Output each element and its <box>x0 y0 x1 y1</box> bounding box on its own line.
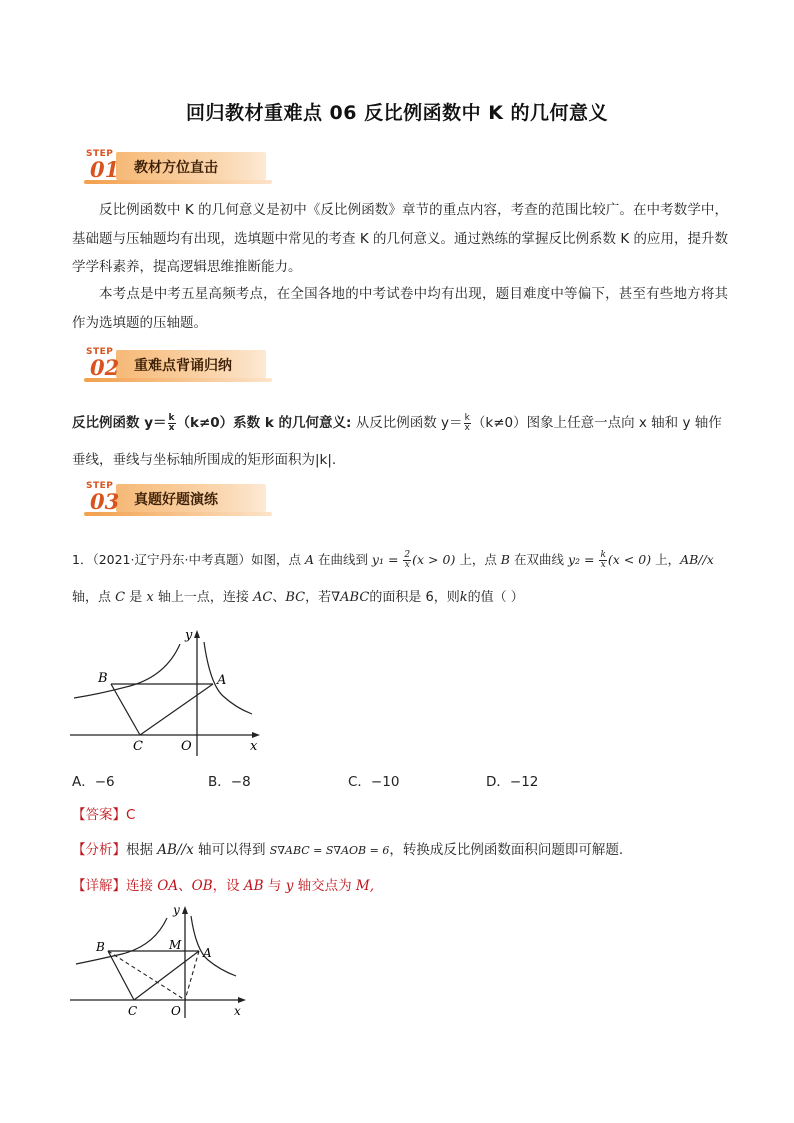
analysis-line: 【分析】根据 AB//x 轴可以得到 S∇ABC = S∇AOB = 6，转换成反比例函数面积问题即可解题. <box>72 842 624 858</box>
summary-line-1: 反比例函数 y＝ $\frac{k}{x}$ （k≠0）系数 k 的几何意义: 从反比例函数 y＝ $\frac{k}{x}$ （k≠0）图象上任意一点向 x 轴和 y 轴作 <box>72 412 722 433</box>
option-c[interactable]: C．−10 <box>348 774 400 790</box>
fraction-k-over-x: $\frac{k}{x}$ <box>168 412 175 433</box>
label-M: M <box>169 938 182 952</box>
option-a[interactable]: A．−6 <box>72 774 115 790</box>
step-01-header <box>80 148 270 186</box>
step-flag-icon: STEP 02 <box>86 347 120 380</box>
label-O: O <box>181 739 192 754</box>
label-y: y <box>185 628 193 643</box>
label-B: B <box>96 940 105 954</box>
step-02-header <box>80 346 270 384</box>
step-label: 重难点背诵归纳 <box>134 358 232 374</box>
intro-paragraph-2: 本考点是中考五星高频考点，在全国各地的中考试卷中均有出现，题目难度中等偏下，甚至有些地方将其作为选填题的压轴题。 <box>72 286 728 331</box>
question-line-1: 1．（2021·辽宁丹东·中考真题）如图，点 A 在曲线到 y₁ = $\frac{2}{x}$ (x > 0) 上，点 B 在双曲线 y₂ = $\frac{k}{x}$ (x < 0) 上，AB//x <box>72 550 714 570</box>
label-A: A <box>203 946 212 960</box>
figure-2-graph <box>70 900 260 1024</box>
question-line-2: 轴，点 C 是 x 轴上一点，连接 AC、BC，若∇ABC的面积是 6，则k的值（ ） <box>72 590 524 605</box>
label-x: x <box>250 739 258 754</box>
page-title: 回归教材重难点 06 反比例函数中 K 的几何意义 <box>185 102 609 124</box>
label-C: C <box>133 739 143 754</box>
step-label: 教材方位直击 <box>134 160 218 176</box>
step-flag-icon: STEP 01 <box>86 149 120 182</box>
step-bar <box>116 152 266 180</box>
answer-line: 【答案】C <box>72 807 136 823</box>
summary-line-2: 垂线，垂线与坐标轴所围成的矩形面积为|k|. <box>72 452 337 468</box>
option-b[interactable]: B．−8 <box>208 774 251 790</box>
step-label: 真题好题演练 <box>134 492 218 508</box>
label-A: A <box>217 673 227 688</box>
label-O: O <box>171 1004 181 1018</box>
intro-paragraph-1: 反比例函数中 K 的几何意义是初中《反比例函数》章节的重点内容，考查的范围比较广。在中考数学中，基础题与压轴题均有出现，选填题中常见的考查 K 的几何意义。通过熟练的掌握反比例系数 K 的应用，提升数学学科素养，提高逻辑思维推断能力。 <box>72 202 728 275</box>
label-x: x <box>234 1004 241 1018</box>
label-B: B <box>98 671 108 686</box>
option-d[interactable]: D．−12 <box>486 774 539 790</box>
detail-line: 【详解】连接 OA、OB，设 AB 与 y 轴交点为 M, <box>72 878 375 894</box>
step-flag-icon: STEP 03 <box>86 481 120 514</box>
figure-1-graph <box>70 622 270 758</box>
label-C: C <box>128 1004 138 1018</box>
label-y: y <box>173 903 180 917</box>
step-03-header <box>80 480 270 518</box>
